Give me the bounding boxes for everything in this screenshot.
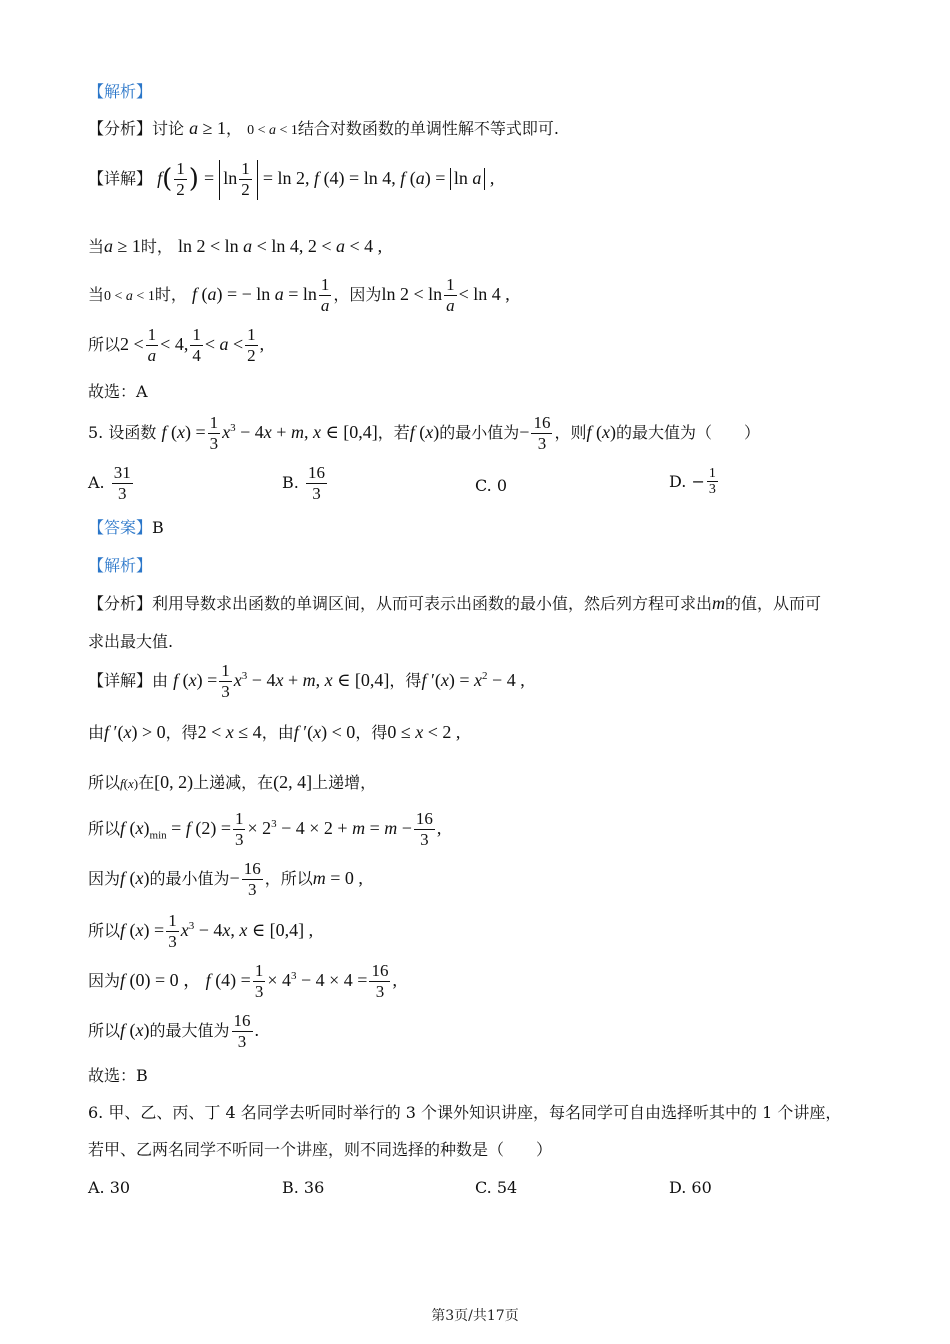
q4-choice: 故选：A — [88, 382, 148, 401]
q5-detail-1: 【详解】由 f (x) = $\frac{1}{3}$ $x^3 - 4x + m$, x ∈ [0,4]，得f $'(x) = x^2 - 4$ , — [88, 661, 525, 701]
q5-fenxi-line2: 求出最大值. — [88, 632, 174, 651]
q6-option-d: D. 60 — [669, 1178, 712, 1197]
q5-choice: 故选：B — [88, 1066, 148, 1085]
q5-detail-8: 所以f (x)的最大值为 $\frac{16}{3}$ . — [88, 1011, 260, 1051]
q4-fenxi-line: 【分析】讨论 a ≥ 1， 0 < a < 1结合对数函数的单调性解不等式即可. — [88, 118, 560, 138]
q6-stem-line1: 6. 甲、乙、丙、丁 4 名同学去听同时举行的 3 个课外知识讲座，每名同学可自由选择听其中的 1 个讲座， — [88, 1103, 842, 1122]
q5-option-c: C. 0 — [475, 476, 508, 495]
page-footer: 第3页/共17页 — [431, 1308, 519, 1324]
q5-analysis-tag: 【解析】 — [88, 556, 153, 575]
q4-case1: 当a ≥ 1时， ln 2 < ln a < ln 4, 2 < a < 4 , — [88, 236, 383, 256]
q5-detail-5: 因为f (x)的最小值为− $\frac{16}{3}$ ，所以m = 0 , — [88, 859, 363, 899]
q6-stem-line2: 若甲、乙两名同学不听同一个讲座，则不同选择的种数是（ ） — [88, 1140, 553, 1159]
q4-detail-line: 【详解】 f( $\frac{1}{2}$ ) = ln $\frac{1}{2}$ = ln 2, f (4) = ln 4, f (a) = ln a , — [88, 159, 495, 200]
q5-detail-4: 所以f $(x)_{min} = f$ (2) = $\frac{1}{3}$ × $2^3 - 4 \times 2 + m = m$ − $\frac{16}{3}$ , — [88, 809, 442, 849]
q5-option-a: A. $\frac{31}{3}$ — [88, 463, 131, 503]
q5-detail-3: 所以f(x)在[0, 2)上递减，在(2, 4]上递增， — [88, 772, 377, 792]
q5-stem: 5. 设函数 f (x) = $\frac{1}{3}$ $x^3 - 4x + m$, x ∈ [0,4]，若f (x)的最小值为− $\frac{16}{3}$ ，则f (x)的最大值为（ ） — [88, 413, 760, 453]
q5-answer: 【答案】B — [88, 518, 164, 537]
q6-option-b: B. 36 — [282, 1178, 325, 1197]
analysis-tag: 【解析】 — [88, 82, 153, 101]
q6-option-a: A. 30 — [88, 1178, 131, 1197]
q5-detail-7: 因为f (0) = 0 ， f (4) = $\frac{1}{3}$ × $4^3 - 4 \times 4$ = $\frac{16}{3}$ , — [88, 961, 397, 1001]
q5-option-d: D. − $\frac{1}{3}$ — [669, 466, 716, 498]
q5-detail-6: 所以f (x) = $\frac{1}{3}$ $x^3 - 4x$, x ∈ [0,4] , — [88, 911, 314, 951]
q5-fenxi-line1: 【分析】利用导数求出函数的单调区间，从而可表示出函数的最小值，然后列方程可求出m的值，从而可 — [88, 593, 822, 613]
q6-option-c: C. 54 — [475, 1178, 518, 1197]
q5-detail-2: 由f ′(x) > 0，得2 < x ≤ 4，由f ′(x) < 0，得0 ≤ x < 2 , — [88, 722, 461, 742]
q5-option-b: B. $\frac{16}{3}$ — [282, 463, 325, 503]
q4-so: 所以2 < $\frac{1}{a}$ < 4, $\frac{1}{4}$ < a < $\frac{1}{2}$ , — [88, 325, 265, 365]
q4-case2: 当0 < a < 1时， f (a) = − ln a = ln $\frac{1}{a}$ ，因为ln 2 < ln $\frac{1}{a}$ < ln 4 , — [88, 275, 510, 315]
